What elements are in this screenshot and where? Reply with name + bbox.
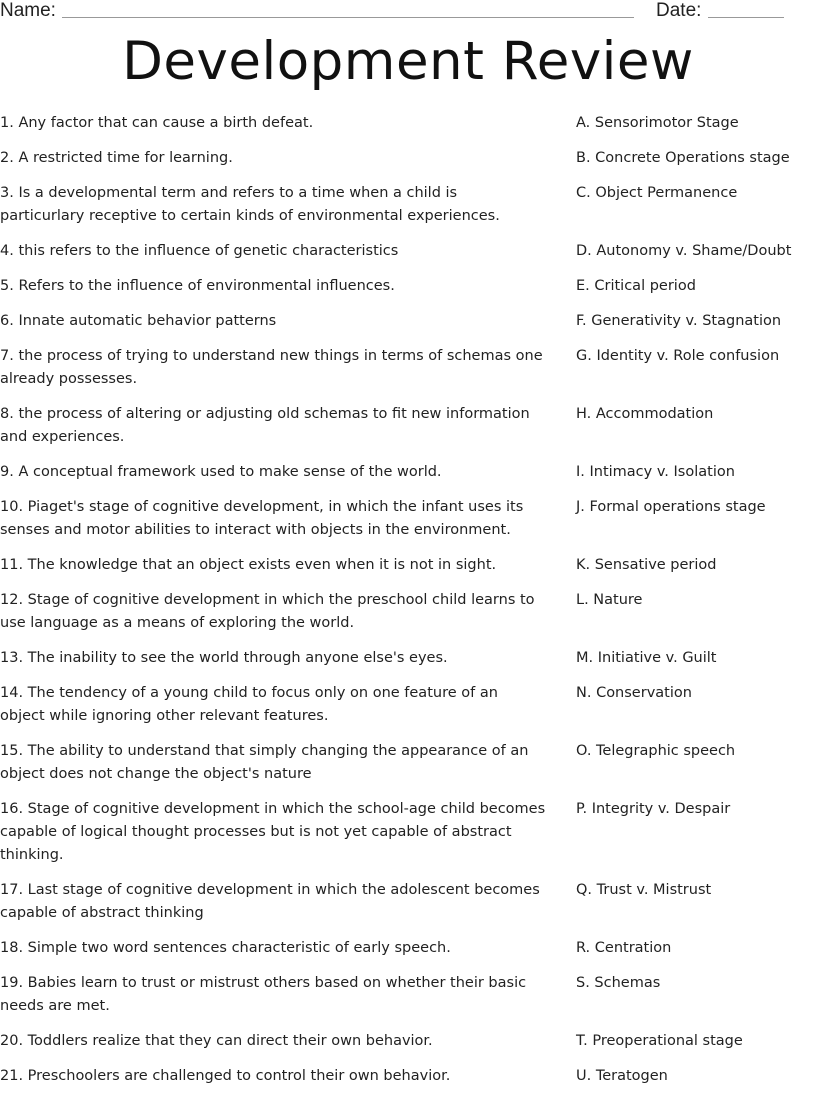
question-text: 18. Simple two word sentences characteristic of early speech. <box>0 940 451 956</box>
answer-option: G. Identity v. Role confusion <box>576 348 780 364</box>
name-field[interactable] <box>62 17 634 18</box>
date-label: Date: <box>656 0 702 21</box>
answer-option: T. Preoperational stage <box>576 1033 743 1049</box>
answer-option: F. Generativity v. Stagnation <box>576 313 782 329</box>
answer-option: I. Intimacy v. Isolation <box>576 464 735 480</box>
matching-row <box>0 647 816 682</box>
question-text: 19. Babies learn to trust or mistrust others based on whether their basic needs are met. <box>0 975 527 1014</box>
question-text: 3. Is a developmental term and refers to a time when a child is particurlary receptive to certain kinds of environmental experiences. <box>0 185 500 224</box>
question-text: 1. Any factor that can cause a birth defeat. <box>0 115 314 131</box>
answer-option: L. Nature <box>576 592 643 608</box>
matching-row <box>0 554 816 589</box>
name-label: Name: <box>0 0 56 21</box>
page-title: Development Review <box>122 31 694 92</box>
matching-row <box>0 112 816 147</box>
question-text: 9. A conceptual framework used to make sense of the world. <box>0 464 442 480</box>
question-text: 17. Last stage of cognitive development in which the adolescent becomes capable of abstract thinking <box>0 882 540 921</box>
question-text: 6. Innate automatic behavior patterns <box>0 313 277 329</box>
matching-row <box>0 403 816 461</box>
matching-row <box>0 1030 816 1065</box>
answer-option: K. Sensative period <box>576 557 717 573</box>
matching-row <box>0 147 816 182</box>
question-text: 11. The knowledge that an object exists even when it is not in sight. <box>0 557 497 573</box>
question-text: 7. the process of trying to understand new things in terms of schemas one already possesses. <box>0 348 543 387</box>
matching-row <box>0 972 816 1030</box>
matching-row <box>0 240 816 275</box>
question-text: 16. Stage of cognitive development in which the school-age child becomes capable of logical thought processes but is not yet capable of abstract thinking. <box>0 801 546 863</box>
question-text: 10. Piaget's stage of cognitive development, in which the infant uses its senses and motor abilities to interact with objects in the environment. <box>0 499 524 538</box>
question-text: 8. the process of altering or adjusting old schemas to fit new information and experiences. <box>0 406 530 445</box>
matching-row <box>0 496 816 554</box>
answer-option: A. Sensorimotor Stage <box>576 115 739 131</box>
answer-option: R. Centration <box>576 940 672 956</box>
question-text: 21. Preschoolers are challenged to control their own behavior. <box>0 1068 451 1084</box>
answer-option: D. Autonomy v. Shame/Doubt <box>576 243 792 259</box>
matching-row <box>0 182 816 240</box>
question-text: 14. The tendency of a young child to focus only on one feature of an object while ignoring other relevant features. <box>0 685 498 724</box>
question-text: 2. A restricted time for learning. <box>0 150 233 166</box>
answer-option: S. Schemas <box>576 975 661 991</box>
date-field[interactable] <box>708 17 784 18</box>
answer-option: O. Telegraphic speech <box>576 743 736 759</box>
answer-option: H. Accommodation <box>576 406 714 422</box>
answer-option: M. Initiative v. Guilt <box>576 650 717 666</box>
matching-row <box>0 310 816 345</box>
answer-option: J. Formal operations stage <box>576 499 766 515</box>
matching-row <box>0 682 816 740</box>
answer-option: C. Object Permanence <box>576 185 738 201</box>
answer-option: B. Concrete Operations stage <box>576 150 790 166</box>
matching-row <box>0 589 816 647</box>
matching-row <box>0 461 816 496</box>
answer-option: N. Conservation <box>576 685 692 701</box>
matching-row <box>0 345 816 403</box>
question-text: 12. Stage of cognitive development in which the preschool child learns to use language as a means of exploring the world. <box>0 592 535 631</box>
question-text: 4. this refers to the influence of genetic characteristics <box>0 243 399 259</box>
answer-option: E. Critical period <box>576 278 696 294</box>
question-text: 13. The inability to see the world through anyone else's eyes. <box>0 650 448 666</box>
question-text: 15. The ability to understand that simply changing the appearance of an object does not change the object's nature <box>0 743 529 782</box>
question-text: 20. Toddlers realize that they can direct their own behavior. <box>0 1033 433 1049</box>
answer-option: P. Integrity v. Despair <box>576 801 731 817</box>
answer-option: Q. Trust v. Mistrust <box>576 882 712 898</box>
matching-row <box>0 740 816 798</box>
matching-row <box>0 275 816 310</box>
matching-row <box>0 1065 816 1100</box>
matching-list <box>0 112 816 1100</box>
matching-row <box>0 879 816 937</box>
matching-row <box>0 798 816 879</box>
answer-option: U. Teratogen <box>576 1068 668 1084</box>
question-text: 5. Refers to the influence of environmental influences. <box>0 278 395 294</box>
matching-row <box>0 937 816 972</box>
header <box>0 0 816 24</box>
